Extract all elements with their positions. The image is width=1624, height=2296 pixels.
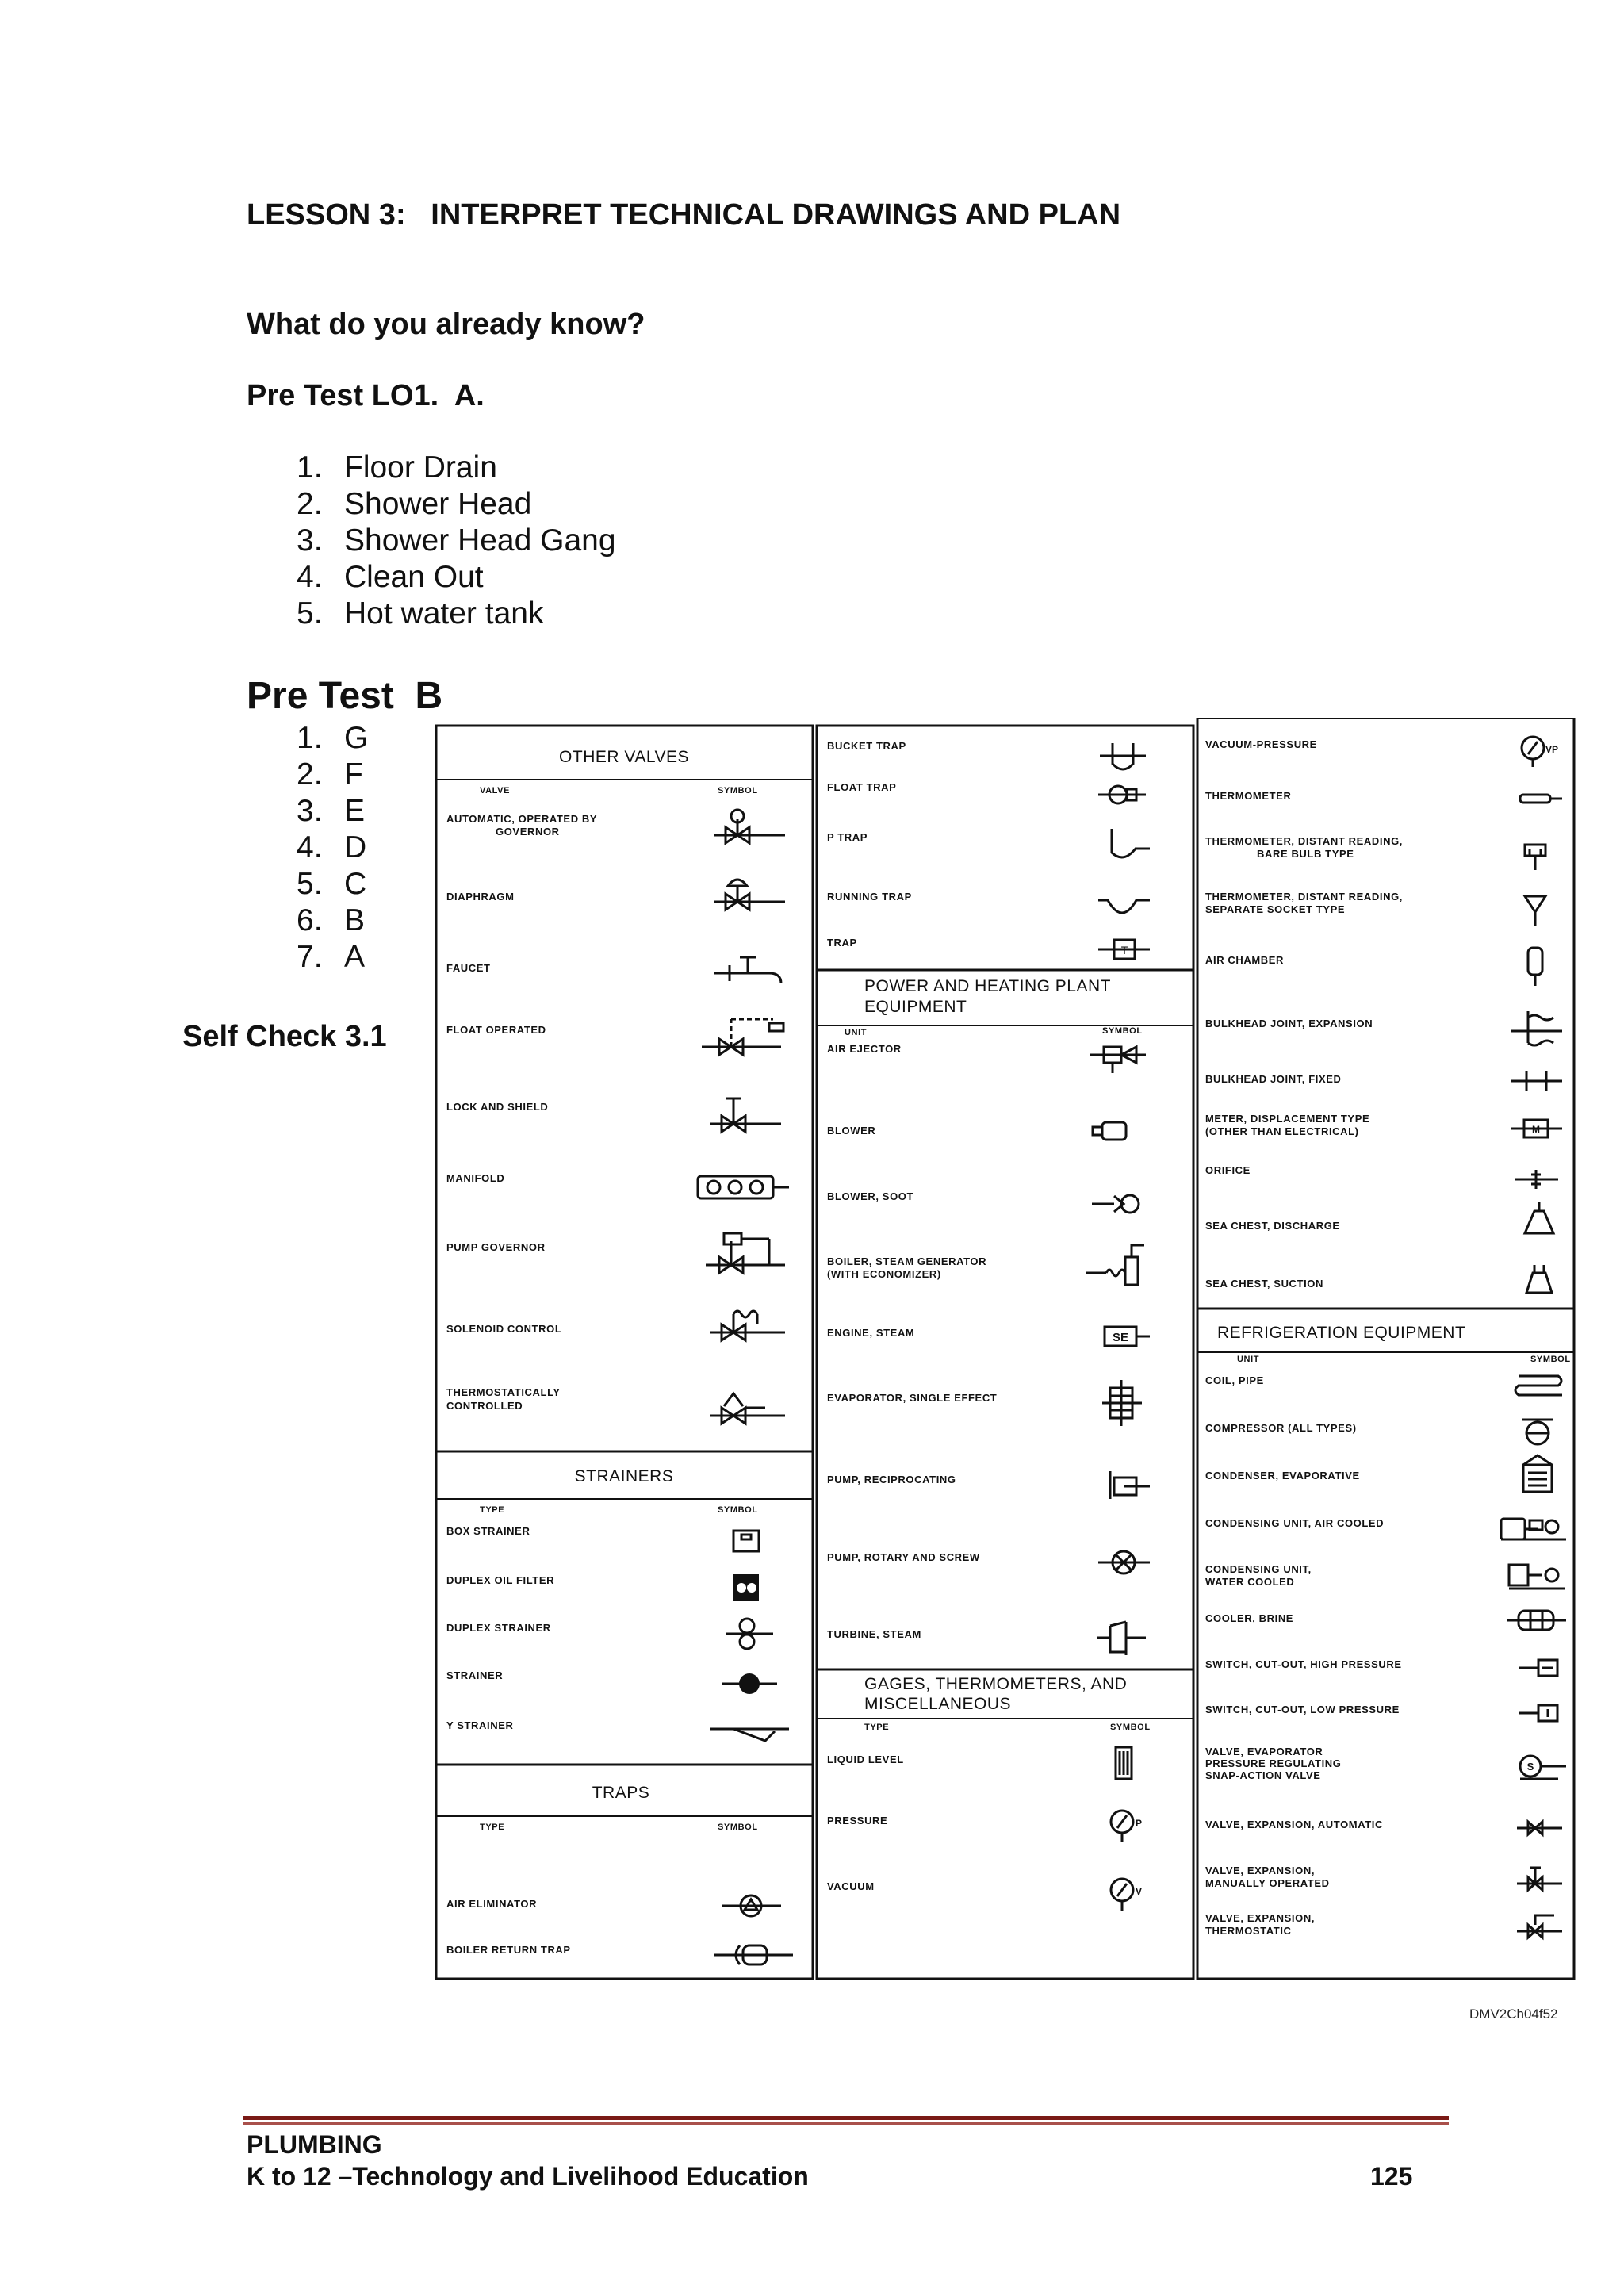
label-box-strainer: BOX STRAINER (446, 1525, 530, 1537)
label-faucet: FAUCET (446, 962, 491, 974)
label-y-strainer: Y STRAINER (446, 1719, 514, 1731)
svg-text:T: T (1120, 944, 1128, 956)
column-header-symbol: SYMBOL (718, 786, 758, 795)
displacement-meter-icon (1511, 1120, 1562, 1137)
reciprocating-pump-icon (1110, 1471, 1150, 1499)
vacuum-pressure-gage-icon (1522, 737, 1558, 767)
vacuum-gage-icon (1111, 1879, 1142, 1911)
faucet-icon (714, 957, 781, 983)
label-boiler-2: (WITH ECONOMIZER) (827, 1268, 941, 1280)
column-header-type: TYPE (480, 1823, 505, 1832)
plumbing-symbols-chart (432, 718, 1578, 1995)
label-boiler-return-trap: BOILER RETURN TRAP (446, 1944, 571, 1956)
label-boiler: BOILER, STEAM GENERATOR (827, 1255, 987, 1267)
orifice-icon (1515, 1170, 1558, 1189)
label-vacuum-pressure: VACUUM-PRESSURE (1205, 738, 1317, 750)
list-item: 5. C (297, 867, 367, 901)
label-solenoid-control: SOLENOID CONTROL (446, 1323, 562, 1335)
label-valve-expansion-thermostatic: VALVE, EXPANSION, (1205, 1912, 1316, 1924)
pump-governor-icon (706, 1233, 785, 1273)
label-diaphragm: DIAPHRAGM (446, 891, 515, 903)
column-header-symbol: SYMBOL (1102, 1026, 1143, 1036)
water-cooled-condensing-unit-icon (1509, 1565, 1565, 1589)
svg-text:SE: SE (1112, 1331, 1129, 1344)
column-header-unit: UNIT (845, 1028, 868, 1037)
label-pressure: PRESSURE (827, 1815, 888, 1826)
page-number: 125 (1370, 2162, 1413, 2191)
column-header-symbol: SYMBOL (718, 1823, 758, 1832)
label-thermometer-bare-bulb-2: BARE BULB TYPE (1257, 848, 1354, 860)
label-bulkhead-fixed: BULKHEAD JOINT, FIXED (1205, 1073, 1342, 1085)
svg-text:M: M (1532, 1124, 1540, 1135)
p-trap-icon (1112, 829, 1150, 857)
column-header-symbol: SYMBOL (718, 1505, 758, 1515)
label-p-trap: P TRAP (827, 831, 868, 843)
label-condensing-unit-air: CONDENSING UNIT, AIR COOLED (1205, 1517, 1385, 1529)
label-trap: TRAP (827, 937, 857, 949)
pretest-a-heading: Pre Test LO1. A. (247, 379, 485, 412)
running-trap-icon (1098, 900, 1150, 913)
thermostatic-expansion-valve-icon (1517, 1915, 1562, 1938)
label-engine-steam: ENGINE, STEAM (827, 1327, 915, 1339)
rotary-pump-icon (1098, 1551, 1150, 1573)
label-blower: BLOWER (827, 1125, 876, 1137)
label-valve-evaporator: VALVE, EVAPORATOR (1205, 1746, 1323, 1757)
svg-text:V: V (1136, 1886, 1143, 1897)
label-lock-and-shield: LOCK AND SHIELD (446, 1101, 549, 1113)
label-valve-expansion-automatic: VALVE, EXPANSION, AUTOMATIC (1205, 1819, 1383, 1830)
label-duplex-strainer: DUPLEX STRAINER (446, 1622, 551, 1634)
label-sea-chest-suction: SEA CHEST, SUCTION (1205, 1278, 1324, 1290)
label-thermometer-socket-2: SEPARATE SOCKET TYPE (1205, 903, 1346, 915)
thermostatic-valve-icon (710, 1393, 785, 1424)
label-coil-pipe: COIL, PIPE (1205, 1374, 1264, 1386)
label-valve-expansion-thermostatic-2: THERMOSTATIC (1205, 1925, 1292, 1937)
sea-chest-suction-icon (1526, 1265, 1552, 1293)
label-air-ejector: AIR EJECTOR (827, 1043, 902, 1055)
float-trap-icon (1098, 786, 1146, 803)
list-item: 3. E (297, 794, 366, 828)
label-strainer: STRAINER (446, 1669, 504, 1681)
air-chamber-icon (1528, 948, 1542, 986)
section-title-gages-2: MISCELLANEOUS (864, 1695, 1012, 1713)
diaphragm-valve-icon (714, 880, 785, 910)
label-manifold: MANIFOLD (446, 1172, 505, 1184)
footer-course: K to 12 –Technology and Livelihood Education (247, 2162, 809, 2191)
evaporative-condenser-icon (1523, 1455, 1552, 1492)
bulkhead-fixed-joint-icon (1511, 1071, 1562, 1091)
label-meter-displacement: METER, DISPLACEMENT TYPE (1205, 1113, 1370, 1125)
label-vacuum: VACUUM (827, 1880, 875, 1892)
svg-text:VP: VP (1545, 744, 1559, 755)
label-meter-displacement-2: (OTHER THAN ELECTRICAL) (1205, 1125, 1359, 1137)
list-item: 4. D (297, 830, 367, 864)
label-condensing-unit-water: CONDENSING UNIT, (1205, 1563, 1312, 1575)
air-cooled-condensing-unit-icon (1501, 1519, 1566, 1539)
label-switch-high-pressure: SWITCH, CUT-OUT, HIGH PRESSURE (1205, 1658, 1402, 1670)
footer-rule (243, 2116, 1449, 2120)
label-condenser-evaporative: CONDENSER, EVAPORATIVE (1205, 1470, 1360, 1481)
list-item: 3. Shower Head Gang (297, 523, 616, 558)
label-valve-evaporator-2: PRESSURE REGULATING (1205, 1757, 1342, 1769)
evaporator-pressure-valve-icon (1520, 1756, 1566, 1779)
manifold-icon (698, 1176, 789, 1198)
label-valve-evaporator-3: SNAP-ACTION VALVE (1205, 1769, 1321, 1781)
label-sea-chest-discharge: SEA CHEST, DISCHARGE (1205, 1220, 1340, 1232)
strainer-icon (722, 1673, 777, 1694)
high-pressure-switch-icon (1519, 1660, 1557, 1676)
label-blower-soot: BLOWER, SOOT (827, 1190, 914, 1202)
list-item: 1. G (297, 721, 369, 755)
thermometer-icon (1520, 795, 1562, 803)
box-strainer-icon (733, 1531, 759, 1551)
compressor-icon (1522, 1420, 1553, 1444)
list-item: 2. Shower Head (297, 487, 532, 521)
steam-turbine-icon (1097, 1622, 1146, 1655)
solenoid-valve-icon (710, 1311, 785, 1340)
column-header-type: TYPE (864, 1723, 890, 1732)
label-thermostatically-2: CONTROLLED (446, 1400, 523, 1412)
list-item: 6. B (297, 903, 366, 937)
label-condensing-unit-water-2: WATER COOLED (1205, 1576, 1295, 1588)
air-ejector-icon (1090, 1047, 1146, 1073)
label-cooler-brine: COOLER, BRINE (1205, 1612, 1294, 1624)
section-title-refrigeration: REFRIGERATION EQUIPMENT (1217, 1324, 1466, 1342)
steam-engine-icon (1105, 1327, 1150, 1346)
label-duplex-oil-filter: DUPLEX OIL FILTER (446, 1574, 555, 1586)
coil-pipe-icon (1515, 1376, 1562, 1395)
section-title-traps: TRAPS (592, 1784, 650, 1802)
column-header-symbol: SYMBOL (1110, 1723, 1151, 1732)
column-header-unit: UNIT (1237, 1355, 1260, 1364)
footer-rule-thin (243, 2122, 1449, 2125)
column-header-valve: VALVE (480, 786, 511, 795)
section-title-strainers: STRAINERS (574, 1467, 674, 1485)
air-eliminator-icon (722, 1895, 781, 1916)
list-item: 7. A (297, 940, 366, 974)
section-title-other-valves: OTHER VALVES (559, 748, 689, 766)
liquid-level-icon (1116, 1747, 1132, 1779)
label-running-trap: RUNNING TRAP (827, 891, 912, 903)
label-compressor: COMPRESSOR (ALL TYPES) (1205, 1422, 1357, 1434)
question-heading: What do you already know? (247, 308, 645, 341)
label-turbine-steam: TURBINE, STEAM (827, 1628, 921, 1640)
label-automatic-valve-2: GOVERNOR (496, 826, 560, 838)
low-pressure-switch-icon (1519, 1705, 1557, 1721)
automatic-valve-icon (714, 810, 785, 843)
sea-chest-discharge-icon (1525, 1202, 1553, 1233)
label-thermostatically: THERMOSTATICALLY (446, 1386, 561, 1398)
pressure-gage-icon (1111, 1811, 1142, 1842)
soot-blower-icon (1092, 1195, 1139, 1213)
pretest-a-list (297, 450, 616, 632)
label-switch-low-pressure: SWITCH, CUT-OUT, LOW PRESSURE (1205, 1704, 1400, 1715)
list-item: 5. Hot water tank (297, 596, 544, 631)
label-evaporator: EVAPORATOR, SINGLE EFFECT (827, 1392, 998, 1404)
section-title-power: POWER AND HEATING PLANT (864, 977, 1111, 995)
label-air-chamber: AIR CHAMBER (1205, 954, 1285, 966)
self-check-label: Self Check 3.1 (182, 1020, 387, 1053)
distant-thermometer-bulb-icon (1525, 845, 1545, 870)
label-thermometer-socket: THERMOMETER, DISTANT READING, (1205, 891, 1403, 903)
column-header-type: TYPE (480, 1505, 505, 1515)
column-header-symbol: SYMBOL (1530, 1355, 1571, 1364)
duplex-strainer-icon (726, 1619, 773, 1649)
section-title-gages: GAGES, THERMOMETERS, AND (864, 1675, 1128, 1693)
label-float-trap: FLOAT TRAP (827, 781, 897, 793)
brine-cooler-icon (1507, 1611, 1566, 1630)
label-orifice: ORIFICE (1205, 1164, 1251, 1176)
label-bulkhead-expansion: BULKHEAD JOINT, EXPANSION (1205, 1018, 1373, 1029)
section-title-power-2: EQUIPMENT (864, 998, 967, 1016)
label-valve-expansion-manual-2: MANUALLY OPERATED (1205, 1877, 1330, 1889)
figure-reference: DMV2Ch04f52 (1469, 2007, 1558, 2022)
svg-text:P: P (1136, 1818, 1143, 1829)
evaporator-icon (1102, 1380, 1142, 1426)
trap-icon (1098, 940, 1150, 959)
label-pump-rotary: PUMP, ROTARY AND SCREW (827, 1551, 980, 1563)
bucket-trap-icon (1100, 743, 1146, 769)
automatic-expansion-valve-icon (1517, 1822, 1562, 1834)
label-pump-governor: PUMP GOVERNOR (446, 1241, 546, 1253)
distant-thermometer-socket-icon (1525, 896, 1545, 926)
y-strainer-icon (710, 1729, 789, 1741)
float-valve-icon (702, 1019, 783, 1055)
label-float-operated: FLOAT OPERATED (446, 1024, 546, 1036)
svg-text:S: S (1526, 1761, 1534, 1773)
blower-icon (1093, 1122, 1126, 1140)
label-thermometer-bare-bulb: THERMOMETER, DISTANT READING, (1205, 835, 1403, 847)
list-item: 2. F (297, 757, 363, 792)
pretest-b-heading: Pre Test B (247, 675, 443, 717)
boiler-icon (1086, 1245, 1144, 1285)
label-liquid-level: LIQUID LEVEL (827, 1754, 904, 1765)
footer-subject: PLUMBING (247, 2130, 382, 2159)
label-valve-expansion-manual: VALVE, EXPANSION, (1205, 1865, 1316, 1876)
manual-expansion-valve-icon (1517, 1868, 1562, 1890)
lesson-title: LESSON 3: INTERPRET TECHNICAL DRAWINGS AND PLAN (247, 198, 1121, 232)
bulkhead-expansion-joint-icon (1511, 1011, 1562, 1045)
duplex-oil-filter-icon (733, 1574, 759, 1601)
label-thermometer: THERMOMETER (1205, 790, 1292, 802)
pretest-b-list (297, 720, 368, 976)
label-bucket-trap: BUCKET TRAP (827, 740, 906, 752)
label-air-eliminator: AIR ELIMINATOR (446, 1898, 538, 1910)
boiler-return-trap-icon (714, 1945, 793, 1964)
lock-shield-valve-icon (710, 1098, 781, 1132)
label-pump-reciprocating: PUMP, RECIPROCATING (827, 1474, 956, 1485)
label-automatic-valve: AUTOMATIC, OPERATED BY (446, 813, 598, 825)
list-item: 4. Clean Out (297, 560, 484, 594)
list-item: 1. Floor Drain (297, 450, 497, 485)
